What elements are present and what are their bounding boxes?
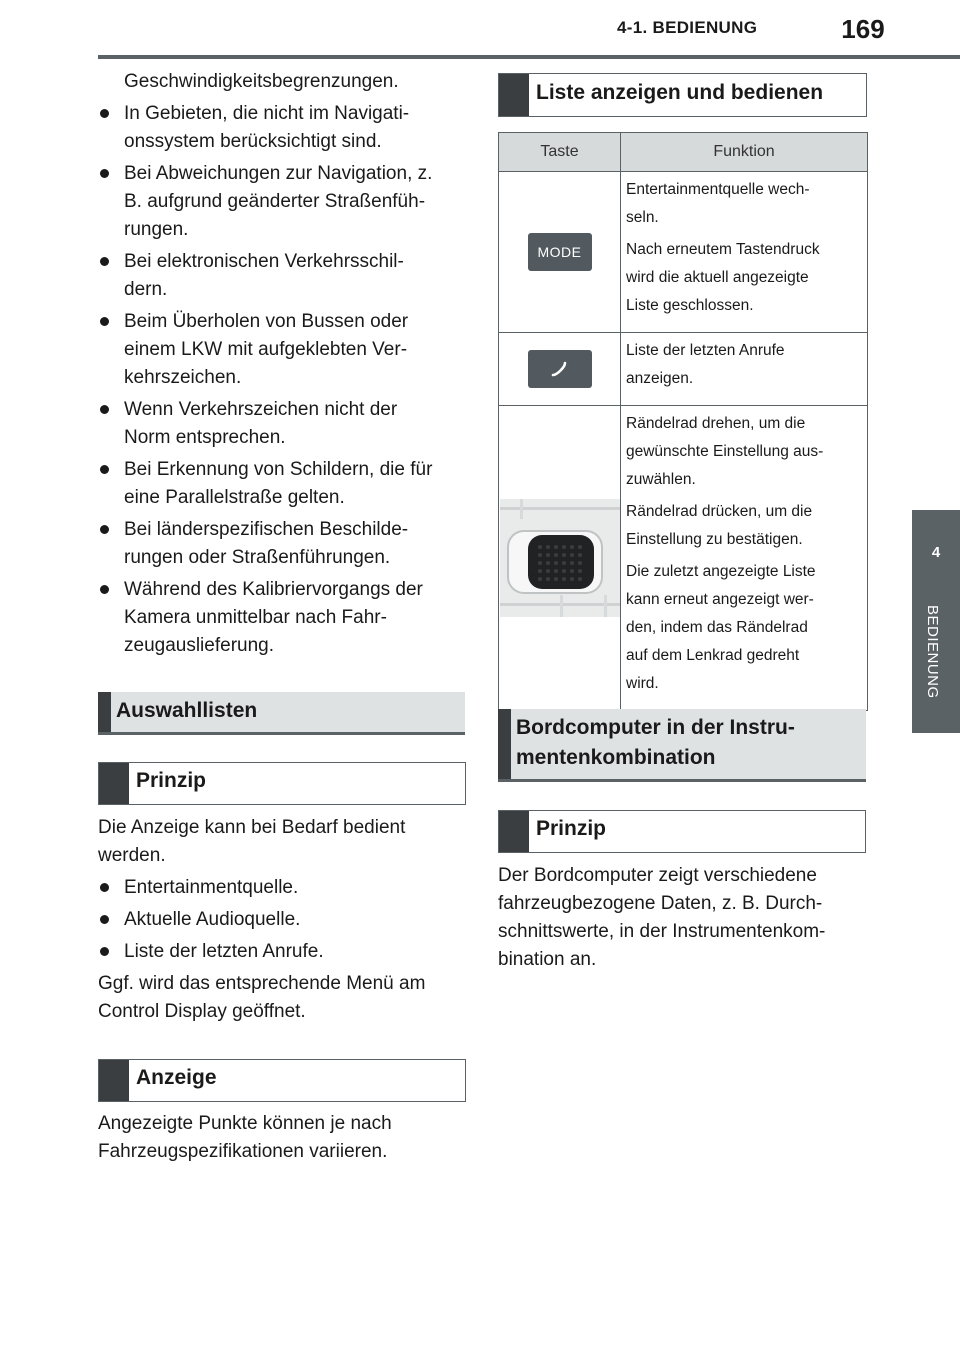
left-column-lower [98,814,468,1026]
function-text: Rändelrad drücken, um die Einstellung zu bestätigen. [626,503,813,548]
heading-text: Prinzip [536,817,607,840]
bullet-item: Wenn Verkehrszeichen nicht der Norm entsprechen. [98,396,468,452]
table-row [499,406,868,711]
heading-auswahllisten [98,692,465,735]
left-column-upper [98,68,468,664]
key-cell [499,333,621,406]
prinzip-text: Die Anzeige kann bei Bedarf bedient werden. [98,817,406,866]
function-text: Entertainmentquelle wech- seln. [626,181,810,226]
heading-prinzip-right [498,810,866,853]
function-text: Nach erneutem Tastendruck wird die aktuell angezeigte Liste geschlossen. [626,241,820,314]
heading-text: Liste anzeigen und bedienen [536,81,824,104]
heading-text: Bordcomputer in der Instru- mentenkombination [516,716,795,769]
bullet-item: Bei länderspezifischen Beschilde- rungen oder Straßenführungen. [98,516,468,572]
column-header-funktion: Funktion [621,133,868,172]
table-row [499,333,868,406]
function-text: Liste der letzten Anrufe anzeigen. [626,342,785,387]
limitation-list [98,100,468,660]
mode-button-icon: MODE [528,233,592,271]
bullet-item: Bei Abweichungen zur Navigation, z. B. aufgrund geänderter Straßenfüh- rungen. [98,160,468,244]
bordcomputer-text: Der Bordcomputer zeigt verschiedene fahrzeugbezogene Daten, z. B. Durch- schnittswerte, in der Instrumentenkom- bination an. [498,865,826,970]
heading-liste-anzeigen [498,73,867,117]
key-function-table [498,132,868,711]
bullet-item: Liste der letzten Anrufe. [98,938,468,966]
chapter-number: 4 [931,544,941,561]
menu-text: Ggf. wird das entsprechende Menü am Control Display geöffnet. [98,973,426,1022]
function-cell [621,333,868,406]
column-header-taste: Taste [499,133,621,172]
heading-bar [99,763,129,804]
section-title: 4-1. BEDIENUNG [617,18,758,37]
function-text: Rändelrad drehen, um die gewünschte Einstellung aus- zuwählen. [626,415,824,488]
bordcomputer-text-block [498,862,868,974]
heading-anzeige [98,1059,466,1102]
chapter-label: BEDIENUNG [924,605,941,699]
heading-bordcomputer [498,709,866,782]
intro-text: Geschwindigkeitsbegrenzungen. [124,71,399,92]
phone-button-icon [528,350,592,388]
header-rule [98,55,960,59]
heading-bar [98,692,111,732]
bullet-item: Während des Kalibriervorgangs der Kamera unmittelbar nach Fahr- zeugauslieferung. [98,576,468,660]
heading-bar [498,709,511,779]
bullet-item: Bei elektronischen Verkehrsschil- dern. [98,248,468,304]
chapter-tab [912,510,960,733]
anzeige-text: Angezeigte Punkte können je nach Fahrzeugspezifikationen variieren. [98,1113,392,1162]
heading-bar [499,74,529,116]
key-cell [499,406,621,711]
key-cell [499,172,621,333]
heading-prinzip-left [98,762,466,805]
heading-bar [99,1060,129,1101]
bullet-item: Entertainmentquelle. [98,874,468,902]
thumbwheel-icon [500,499,620,617]
heading-bar [499,811,529,852]
table-header-row [499,133,868,172]
anzeige-list [98,874,468,966]
table-row [499,172,868,333]
bullet-item: Aktuelle Audioquelle. [98,906,468,934]
bullet-item: Bei Erkennung von Schildern, die für eine Parallelstraße gelten. [98,456,468,512]
function-text: Die zuletzt angezeigte Liste kann erneut angezeigt wer- den, indem das Rändelrad auf dem Lenkrad gedreht wird. [626,563,816,692]
heading-text: Auswahllisten [116,699,258,722]
heading-text: Prinzip [136,769,207,792]
page-number: 169 [841,14,885,44]
heading-text: Anzeige [136,1066,217,1089]
bullet-item: Beim Überholen von Bussen oder einem LKW mit aufgeklebten Ver- kehrszeichen. [98,308,468,392]
function-cell [621,406,868,711]
function-cell [621,172,868,333]
bullet-item: In Gebieten, die nicht im Navigati- onssystem berücksichtigt sind. [98,100,468,156]
anzeige-text-block [98,1110,468,1166]
